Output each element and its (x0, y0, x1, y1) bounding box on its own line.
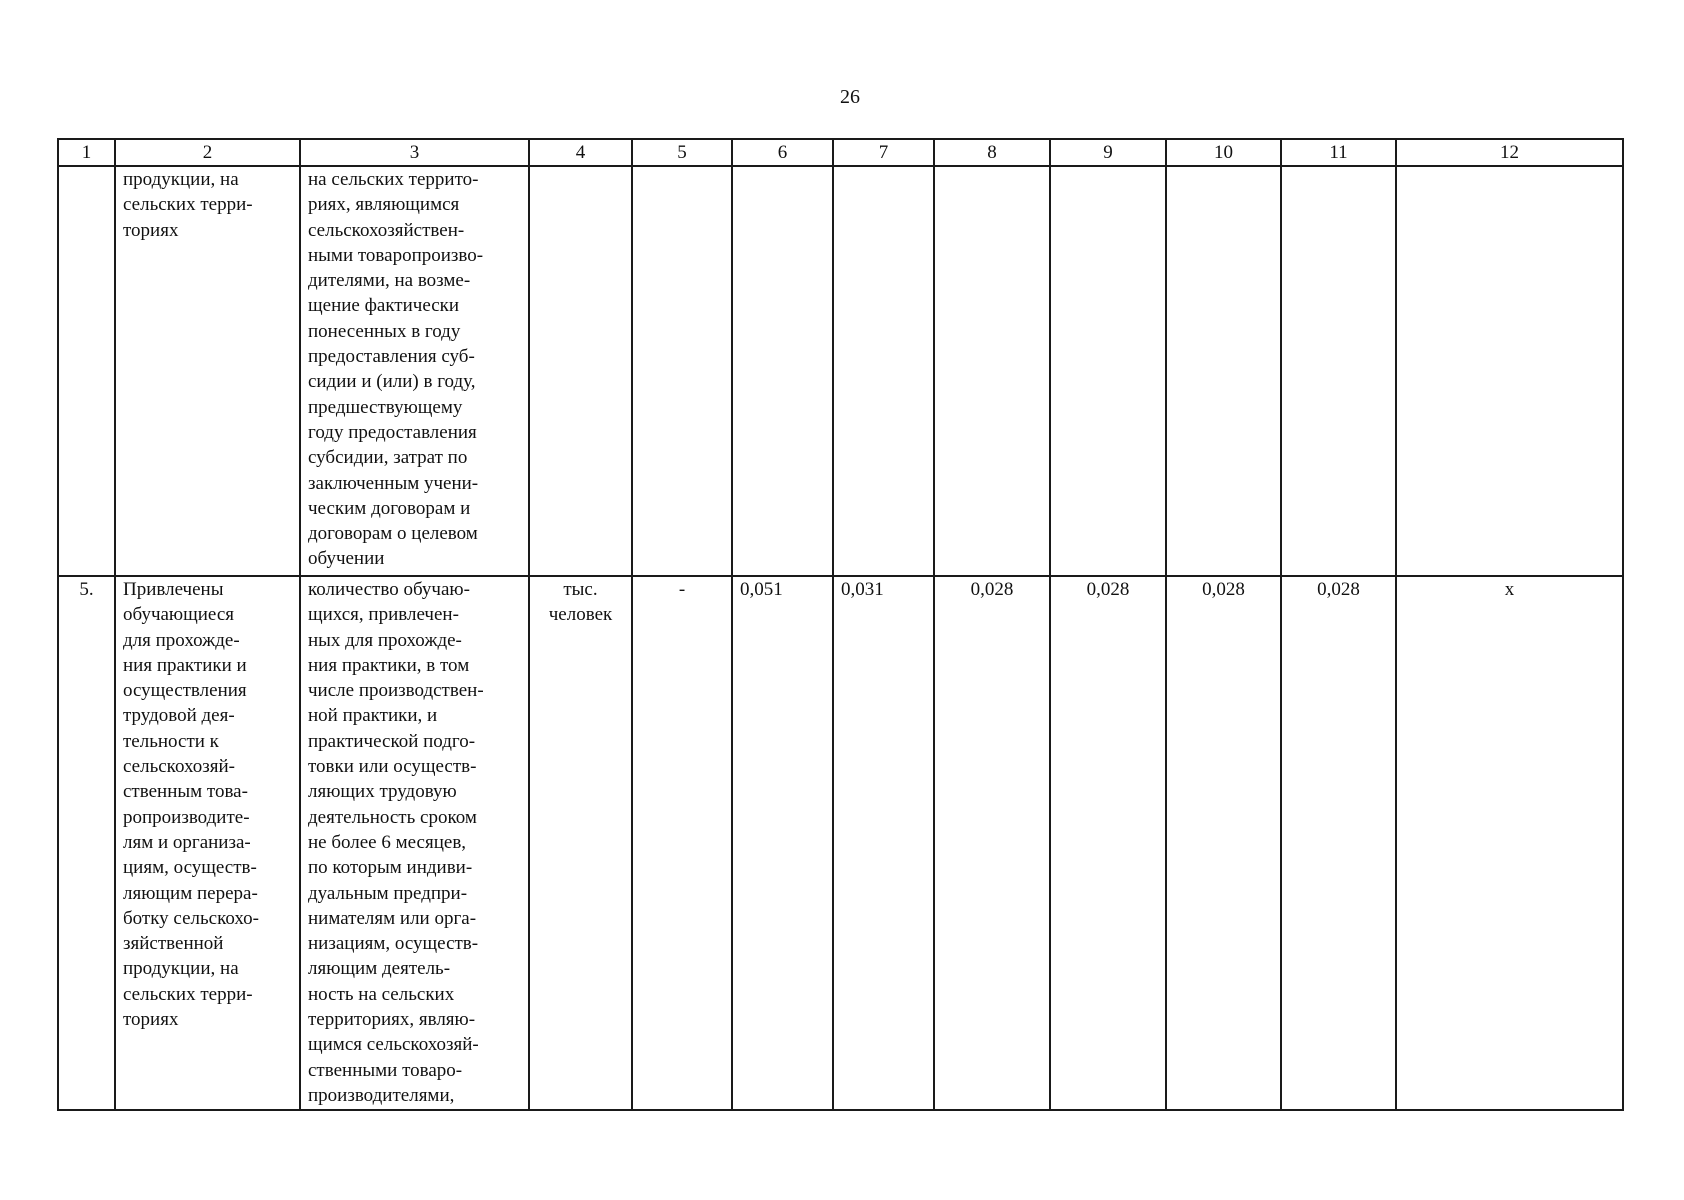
table-row (58, 166, 1623, 576)
column-header: 10 (1166, 139, 1281, 166)
row-number-cell (58, 166, 115, 576)
column-header: 6 (732, 139, 833, 166)
row-number-cell: 5. (58, 576, 115, 1110)
value-cell-col7: 0,031 (833, 576, 934, 1110)
column-header: 8 (934, 139, 1050, 166)
value-cell-col12 (1396, 166, 1623, 576)
unit-cell (529, 166, 632, 576)
page-number: 26 (840, 86, 860, 108)
column-header: 11 (1281, 139, 1396, 166)
value-cell-col11: 0,028 (1281, 576, 1396, 1110)
result-name-cell: продукции, на сельских терри- ториях (115, 166, 300, 576)
indicator-name-cell: на сельских террито- риях, являющимся сельскохозяйствен- ными товаропроизво- дителями, на возме- щение фактически понесенных в году предоставления суб- сидии и (или) в году, предшествующему году предоставления субсидии, затрат по заключенным учени- ческим договорам и договорам о целевом обучении (300, 166, 529, 576)
result-name-cell: Привлечены обучающиеся для прохожде- ния практики и осуществления трудовой дея- тельности к сельскохозяй- ственным това- ропроизводите- лям и организа- циям, осуществ- ляющим перера- ботку сельскохо- зяйственной продукции, на сельских терри- ториях (115, 576, 300, 1110)
table-row (58, 576, 1623, 1110)
column-header: 7 (833, 139, 934, 166)
value-cell-col12: x (1396, 576, 1623, 1110)
value-cell-col9 (1050, 166, 1166, 576)
value-cell-col9: 0,028 (1050, 576, 1166, 1110)
column-header: 12 (1396, 139, 1623, 166)
column-header: 9 (1050, 139, 1166, 166)
value-cell-col5: - (632, 576, 732, 1110)
column-header: 2 (115, 139, 300, 166)
column-header: 4 (529, 139, 632, 166)
value-cell-col5 (632, 166, 732, 576)
value-cell-col8: 0,028 (934, 576, 1050, 1110)
column-number-row (58, 139, 1623, 166)
value-cell-col7 (833, 166, 934, 576)
value-cell-col6 (732, 166, 833, 576)
indicator-table (57, 138, 1624, 1111)
value-cell-col8 (934, 166, 1050, 576)
column-header: 3 (300, 139, 529, 166)
column-header: 1 (58, 139, 115, 166)
value-cell-col6: 0,051 (732, 576, 833, 1110)
unit-cell: тыс. человек (529, 576, 632, 1110)
indicator-name-cell: количество обучаю- щихся, привлечен- ных для прохожде- ния практики, в том числе производствен- ной практики, и практической подго- товки или осуществ- ляющих трудовую деятельность сроком не более 6 месяцев, по которым индиви- дуальным предпри- нимателям или орга- низациям, осуществ- ляющим деятель- ность на сельских территориях, являю- щимся сельскохозяй- ственными товаро- производителями, (300, 576, 529, 1110)
value-cell-col11 (1281, 166, 1396, 576)
value-cell-col10 (1166, 166, 1281, 576)
value-cell-col10: 0,028 (1166, 576, 1281, 1110)
column-header: 5 (632, 139, 732, 166)
